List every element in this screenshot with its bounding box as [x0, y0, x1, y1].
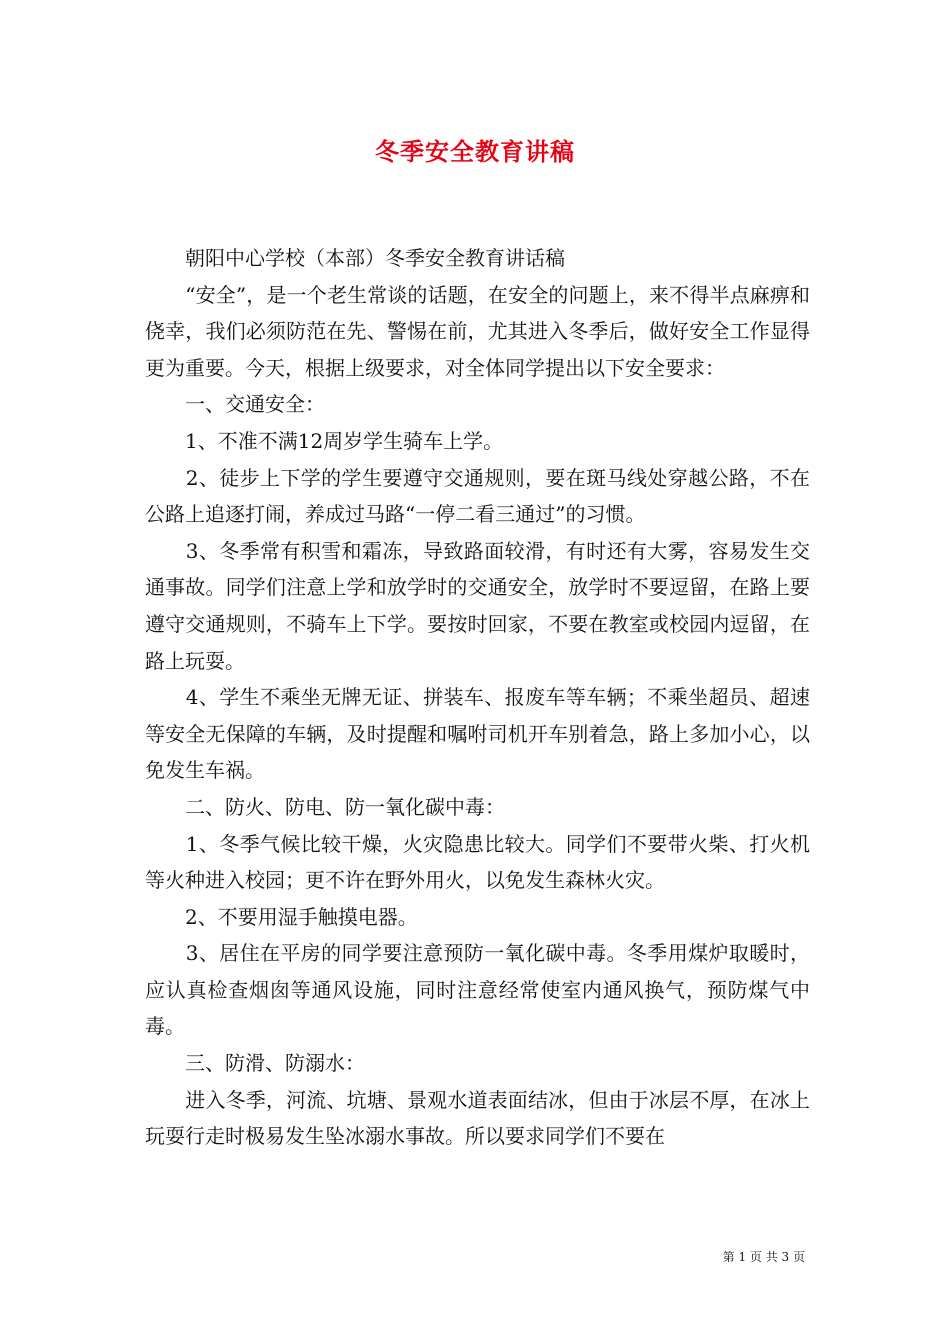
paragraph: 1、冬季气候比较干燥，火灾隐患比较大。同学们不要带火柴、打火机等火种进入校园；更不许在野外用火，以免发生森林火灾。 — [145, 831, 810, 893]
paragraph: 2、徒步上下学的学生要遵守交通规则，要在斑马线处穿越公路，不在公路上追逐打闹，养成过马路“一停二看三通过”的习惯。 — [145, 465, 810, 527]
paragraph: 4、学生不乘坐无牌无证、拼装车、报废车等车辆；不乘坐超员、超速等安全无保障的车辆，及时提醒和嘱咐司机开车别着急，路上多加小心，以免发生车祸。 — [145, 685, 810, 783]
paragraph: 3、冬季常有积雪和霜冻，导致路面较滑，有时还有大雾，容易发生交通事故。同学们注意上学和放学时的交通安全，放学时不要逗留，在路上要遵守交通规则，不骑车上下学。要按时回家，不要在教室或校园内逗留，在路上玩耍。 — [145, 538, 810, 673]
paragraph: 进入冬季，河流、坑塘、景观水道表面结冰，但由于冰层不厚，在冰上玩耍行走时极易发生坠冰溺水事故。所以要求同学们不要在 — [145, 1087, 810, 1149]
paragraph: 朝阳中心学校（本部）冬季安全教育讲话稿 — [145, 246, 565, 270]
paragraph: “安全”，是一个老生常谈的话题，在安全的问题上，来不得半点麻痹和侥幸，我们必须防范在先、警惕在前，尤其进入冬季后，做好安全工作显得更为重要。今天，根据上级要求，对全体同学提出以下安全要求： — [145, 282, 810, 380]
paragraph: 1、不准不满12周岁学生骑车上学。 — [145, 428, 504, 453]
document-title: 冬季安全教育讲稿 — [375, 138, 575, 166]
document-body — [145, 240, 810, 1155]
page-number-footer: 第 1 页 共 3 页 — [722, 1250, 805, 1264]
paragraph: 3、居住在平房的同学要注意预防一氧化碳中毒。冬季用煤炉取暖时，应认真检查烟囱等通风设施，同时注意经常使室内通风换气，预防煤气中毒。 — [145, 941, 810, 1039]
paragraph: 一、交通安全： — [145, 392, 325, 417]
paragraph: 二、防火、防电、防一氧化碳中毒： — [145, 794, 505, 819]
paragraph: 2、不要用湿手触摸电器。 — [145, 904, 418, 929]
paragraph: 三、防滑、防溺水： — [145, 1051, 365, 1076]
